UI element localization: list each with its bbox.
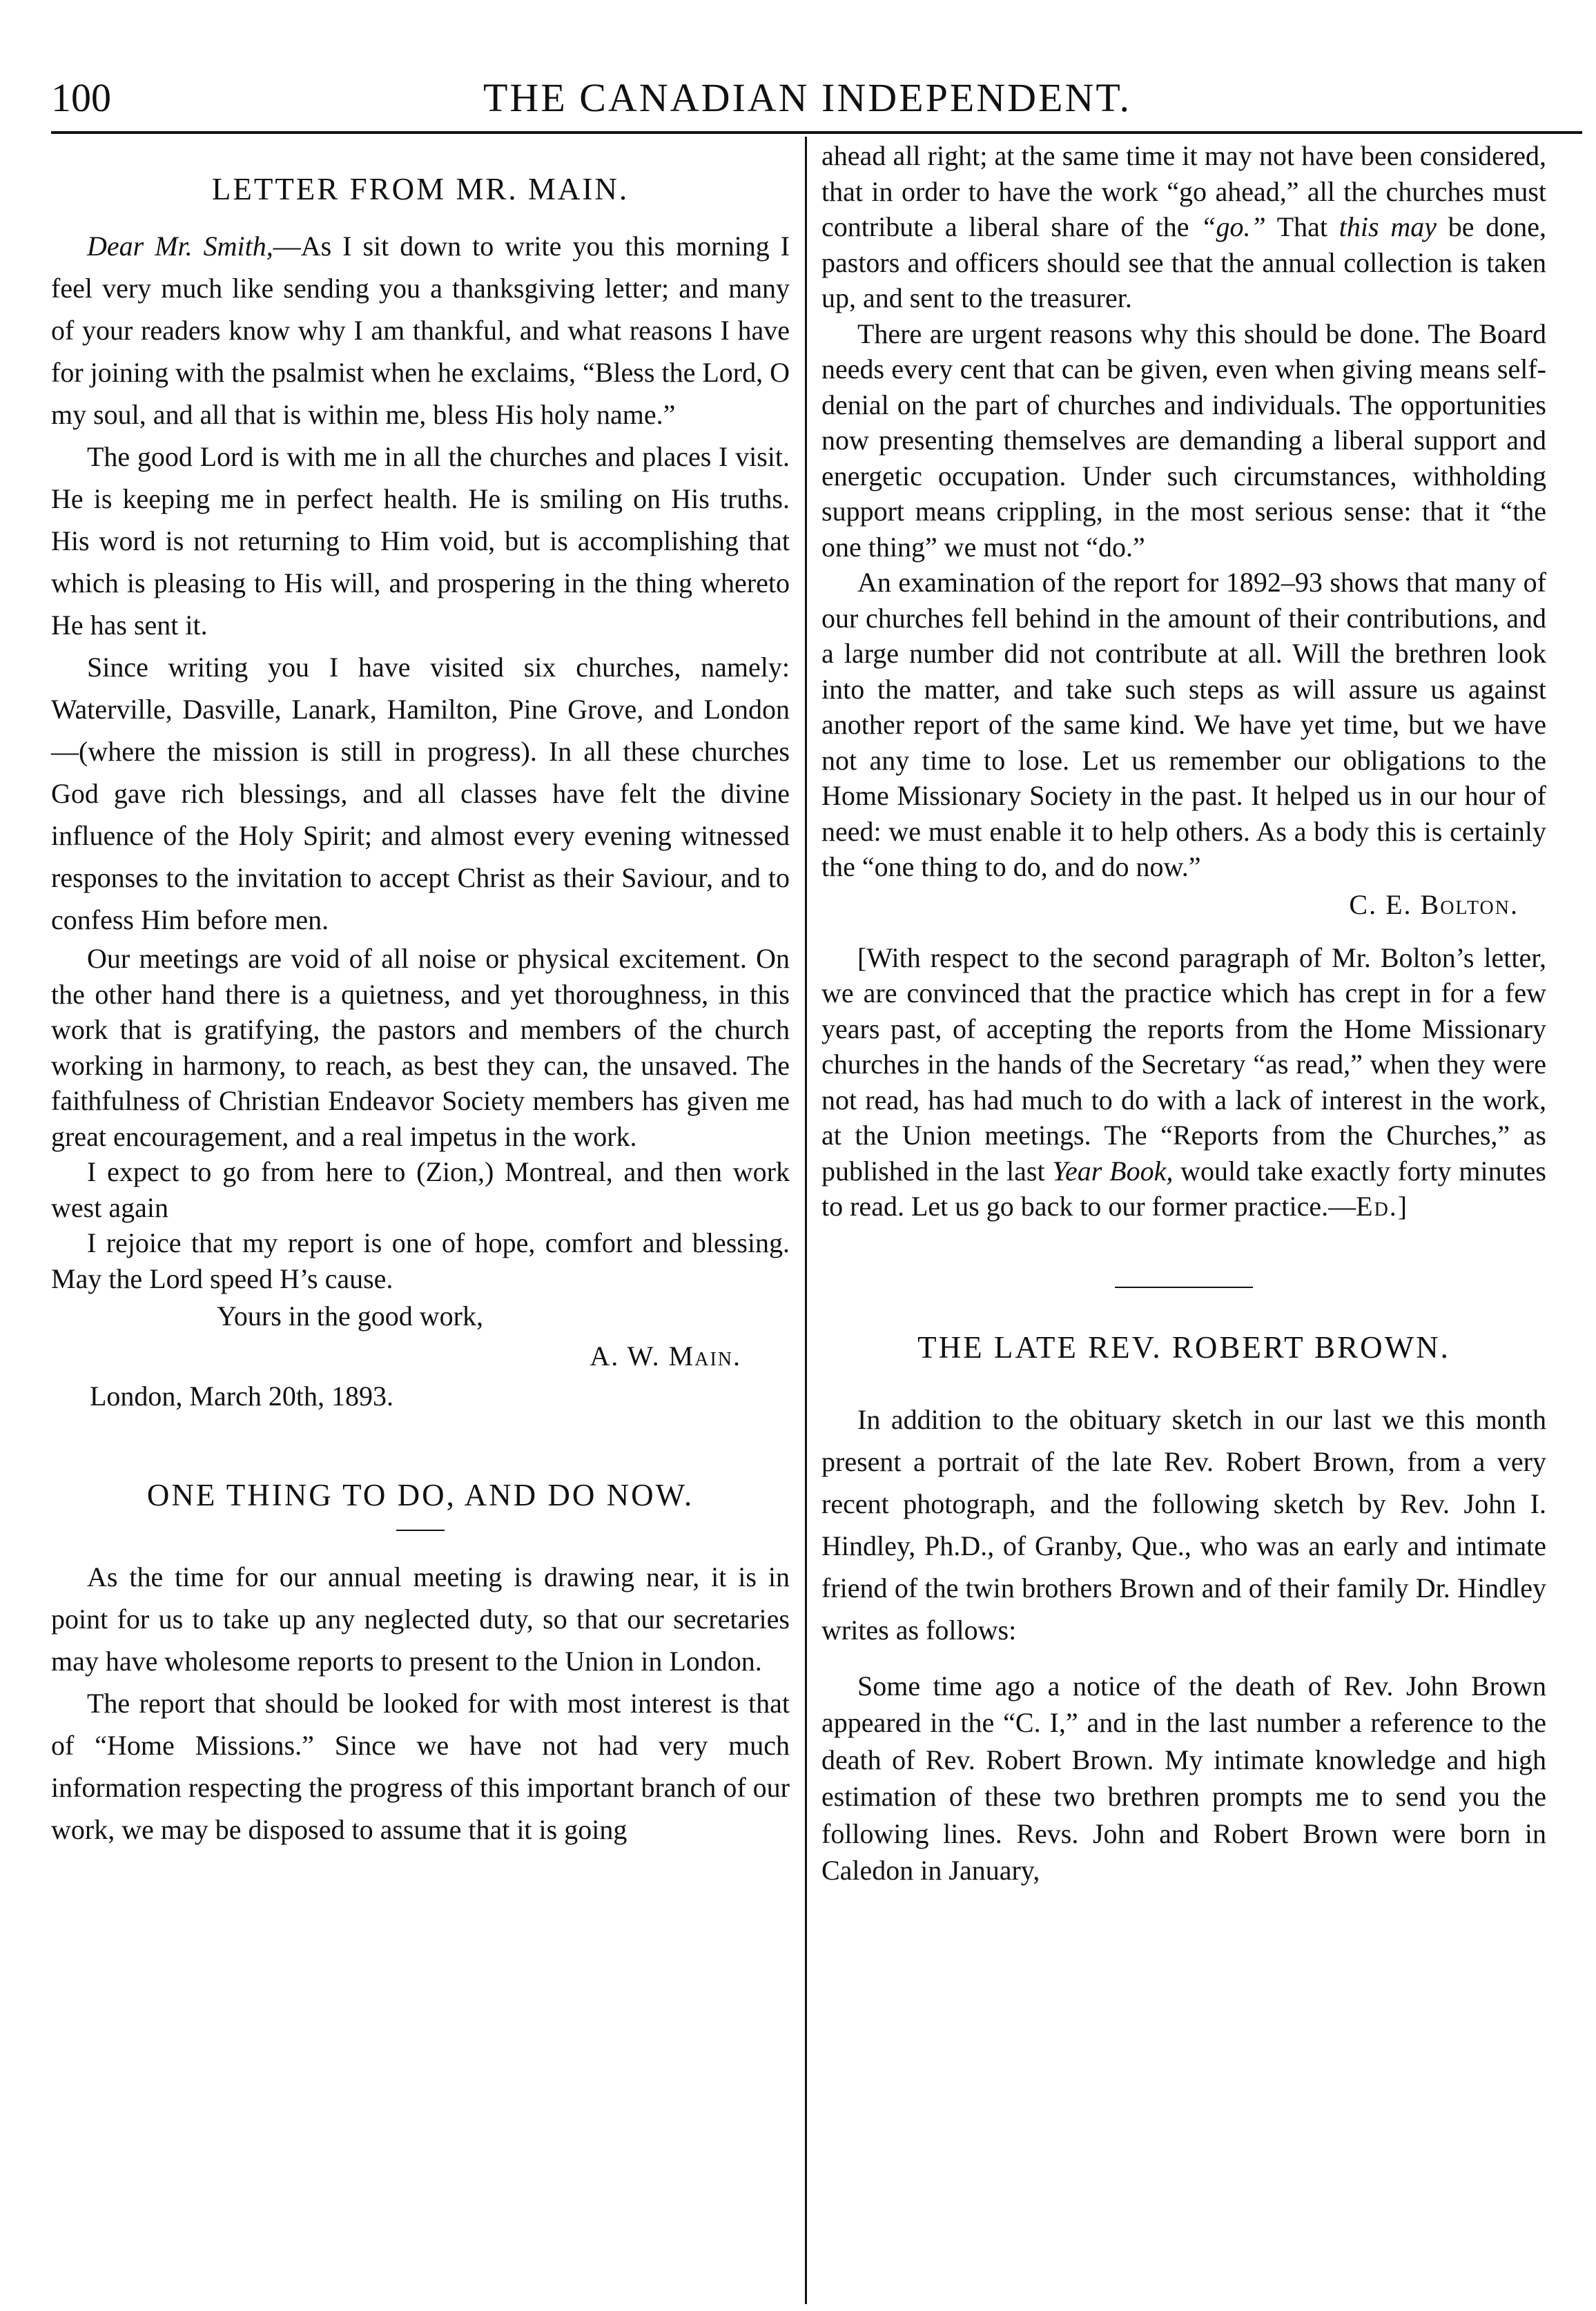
article-paragraph: An examination of the report for 1892–93 shows that many of our churches fell behind in the amount of their contributions, and a large number did not contribute at all. Will the brethren look into the matter, and take such steps as will assure us against another report of the same kind. We have yet time, but we have not any time to lose. Let us remember our obligations to the Home Missionary Society in the past. It helped us in our hour of need: we must enable it to help others. As a body this is certainly the “one thing to do, and do now.” [821, 567, 1546, 882]
letter-paragraph: The good Lord is with me in all the churches and places I visit. He is keeping me in perfect health. He is smiling on His truths. His word is not returning to Him void, but is accomplishing that which is pleasing to His will, and prospering in the thing whereto He has sent it. [51, 441, 790, 641]
letter-dateline: London, March 20th, 1893. [90, 1381, 393, 1412]
letter-paragraph [51, 225, 790, 436]
article-title: ONE THING TO DO, AND DO NOW. [146, 1478, 694, 1512]
title-rule [396, 1530, 445, 1531]
left-column [51, 138, 790, 1851]
section-divider [1115, 1287, 1253, 1288]
article-signature: C. E. Bolton. [1349, 888, 1519, 920]
letter-paragraph-text: —As I sit down to write you this morning I feel very much like sending you a thanksgiving letter; and many of your readers know why I am thankful, and what reasons I have for joining with the psalmist when he exclaims, “Bless the Lord, O my soul, and all that is within me, bless His holy name.” [51, 231, 790, 430]
editor-initials: Ed. [1356, 1191, 1398, 1222]
letter-paragraph: Our meetings are void of all noise or physical excitement. On the other hand there is a quietness, and yet thoroughness, in this work that is gratifying, the pastors and members of the church working in harmony, to reach, as best they can, the unsaved. The faithfulness of Christian Endeavor Society members has given me great encouragement, and a real impetus in the work. [51, 943, 790, 1152]
obituary-paragraph: In addition to the obituary sketch in our last we this month present a portrait of the late Rev. Robert Brown, from a very recent photograph, and the following sketch by Rev. John I. Hindley, Ph.D., of Granby, Que., who was an early and intimate friend of the twin brothers Brown and of their family Dr. Hindley writes as follows: [821, 1403, 1546, 1646]
editor-note: [With respect to the second paragraph of Mr. Bolton’s letter, we are convinced that the practice which has crept in for a few years past, of accepting the reports from the Home Missionary churches in the hands of the Secretary “as read,” when they were not read, has had much to do with a lack of interest in the work, at the Union meetings. The “Reports from the Churches,” as published in the last Year Book, would take exactly forty minutes to read. Let us go back to our former practice.—Ed.] [821, 942, 1546, 1222]
letter-paragraph: I rejoice that my report is one of hope, comfort and blessing. May the Lord speed H’s cause. [51, 1227, 790, 1294]
letter-paragraph: I expect to go from here to (Zion,) Montreal, and then work west again [51, 1156, 790, 1223]
header-rule [51, 131, 1582, 134]
page-number: 100 [51, 75, 111, 120]
letter-salutation: Dear Mr. Smith, [87, 231, 273, 262]
obituary-paragraph: Some time ago a notice of the death of Rev. John Brown appeared in the “C. I,” and in the last number a reference to the death of Rev. Robert Brown. My intimate knowledge and high estimation of these two brethren prompts me to send you the following lines. Revs. John and Robert Brown were born in Caledon in January, [821, 1670, 1546, 1886]
letter-paragraph: Since writing you I have visited six churches, namely: Waterville, Dasville, Lanark, Hamilton, Pine Grove, and London—(where the mission is still in progress). In all these churches God gave rich blessings, and all classes have felt the divine influence of the Holy Spirit; and almost every evening witnessed responses to the invitation to accept Christ as their Saviour, and to confess Him before men. [51, 652, 790, 935]
article-paragraph: The report that should be looked for with most interest is that of “Home Missions.” Since we have not had very much information respecting the progress of this important branch of our work, we may be disposed to assume that it is going [51, 1688, 790, 1845]
letter-title: LETTER FROM MR. MAIN. [211, 172, 630, 206]
article-paragraph: There are urgent reasons why this should be done. The Board needs every cent that can be given, even when giving means self-denial on the part of churches and individuals. The opportunities now presenting themselves are demanding a liberal support and energetic occupation. Under such circumstances, withholding support means crippling, in the most serious sense: that it “the one thing” we must not “do.” [821, 318, 1546, 563]
letter-signature: A. W. Main. [590, 1340, 741, 1372]
column-divider [805, 137, 807, 2304]
year-book-title: Year Book, [1052, 1155, 1174, 1187]
article-paragraph: As the time for our annual meeting is drawing near, it is in point for us to take up any neglected duty, so that our secretaries may have wholesome reports to present to the Union in London. [51, 1561, 790, 1677]
journal-title: THE CANADIAN INDEPENDENT. [483, 75, 1131, 120]
right-column [821, 138, 1546, 1889]
article-paragraph: ahead all right; at the same time it may not have been considered, that in order to have the work “go ahead,” all the churches must contribute a liberal share of the “go.” That this may be done, pastors and officers should see that the annual collection is taken up, and sent to the treasurer. [821, 140, 1547, 313]
letter-closing: Yours in the good work, [217, 1300, 483, 1332]
obituary-title: THE LATE REV. ROBERT BROWN. [917, 1329, 1450, 1365]
